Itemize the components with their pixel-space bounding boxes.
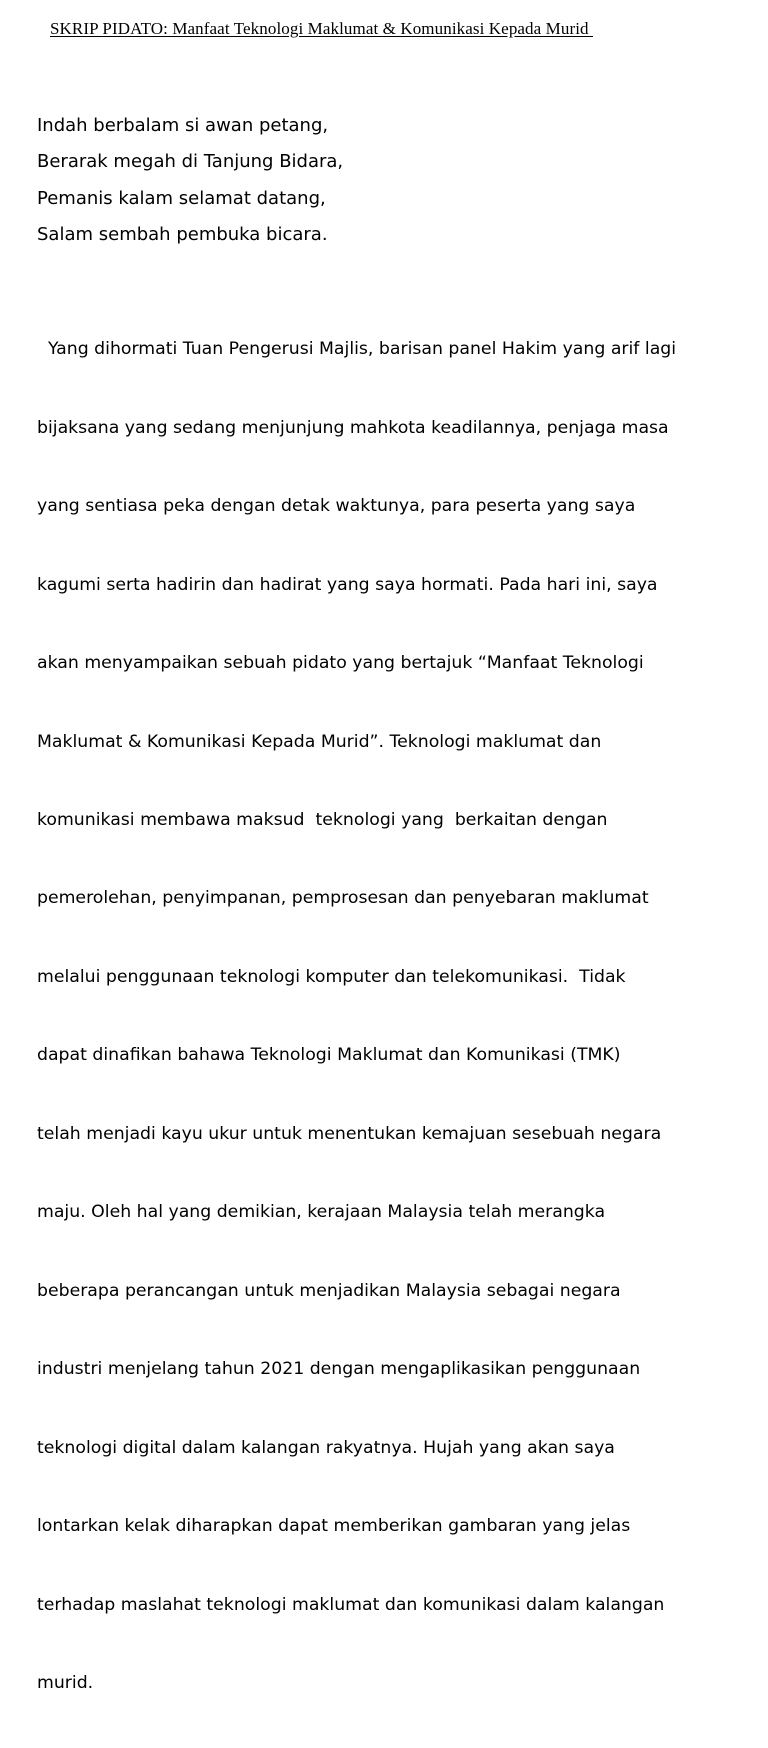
paragraph-line: terhadap maslahat teknologi maklumat dan komunikasi dalam kalangan	[37, 1594, 665, 1615]
paragraph-line: telah menjadi kayu ukur untuk menentukan kemajuan sesebuah negara	[37, 1123, 662, 1144]
paragraph-line: akan menyampaikan sebuah pidato yang bertajuk “Manfaat Teknologi	[37, 653, 644, 674]
speech-paragraph	[37, 284, 765, 1748]
paragraph-line: Maklumat & Komunikasi Kepada Murid”. Teknologi maklumat dan	[37, 731, 602, 752]
pantun-line: Pemanis kalam selamat datang,	[37, 187, 326, 209]
paragraph-line: maju. Oleh hal yang demikian, kerajaan Malaysia telah merangka	[37, 1202, 606, 1223]
paragraph-line: industri menjelang tahun 2021 dengan mengaplikasikan penggunaan	[37, 1359, 641, 1380]
pantun-line: Berarak megah di Tanjung Bidara,	[37, 151, 344, 173]
paragraph-line: dapat dinafikan bahawa Teknologi Maklumat dan Komunikasi (TMK)	[37, 1045, 621, 1066]
paragraph-line: kagumi serta hadirin dan hadirat yang saya hormati. Pada hari ini, saya	[37, 574, 658, 595]
paragraph-line: yang sentiasa peka dengan detak waktunya, para peserta yang saya	[37, 496, 636, 517]
paragraph-line: pemerolehan, penyimpanan, pemprosesan dan penyebaran maklumat	[37, 888, 649, 909]
paragraph-line: murid.	[37, 1673, 94, 1694]
document-title: SKRIP PIDATO: Manfaat Teknologi Maklumat & Komunikasi Kepada Murid	[50, 19, 594, 38]
pantun-line: Salam sembah pembuka bicara.	[37, 223, 328, 245]
paragraph-line: beberapa perancangan untuk menjadikan Malaysia sebagai negara	[37, 1280, 621, 1301]
paragraph-line: teknologi digital dalam kalangan rakyatnya. Hujah yang akan saya	[37, 1437, 615, 1458]
paragraph-line: komunikasi membawa maksud teknologi yang berkaitan dengan	[37, 810, 608, 831]
paragraph-line: lontarkan kelak diharapkan dapat memberikan gambaran yang jelas	[37, 1516, 631, 1537]
pantun-verse	[37, 112, 343, 257]
pantun-line: Indah berbalam si awan petang,	[37, 115, 329, 136]
paragraph-line: Yang dihormati Tuan Pengerusi Majlis, barisan panel Hakim yang arif lagi	[37, 339, 677, 360]
paragraph-line: melalui penggunaan teknologi komputer dan telekomunikasi. Tidak	[37, 966, 626, 987]
paragraph-line: bijaksana yang sedang menjunjung mahkota keadilannya, penjaga masa	[37, 417, 669, 438]
